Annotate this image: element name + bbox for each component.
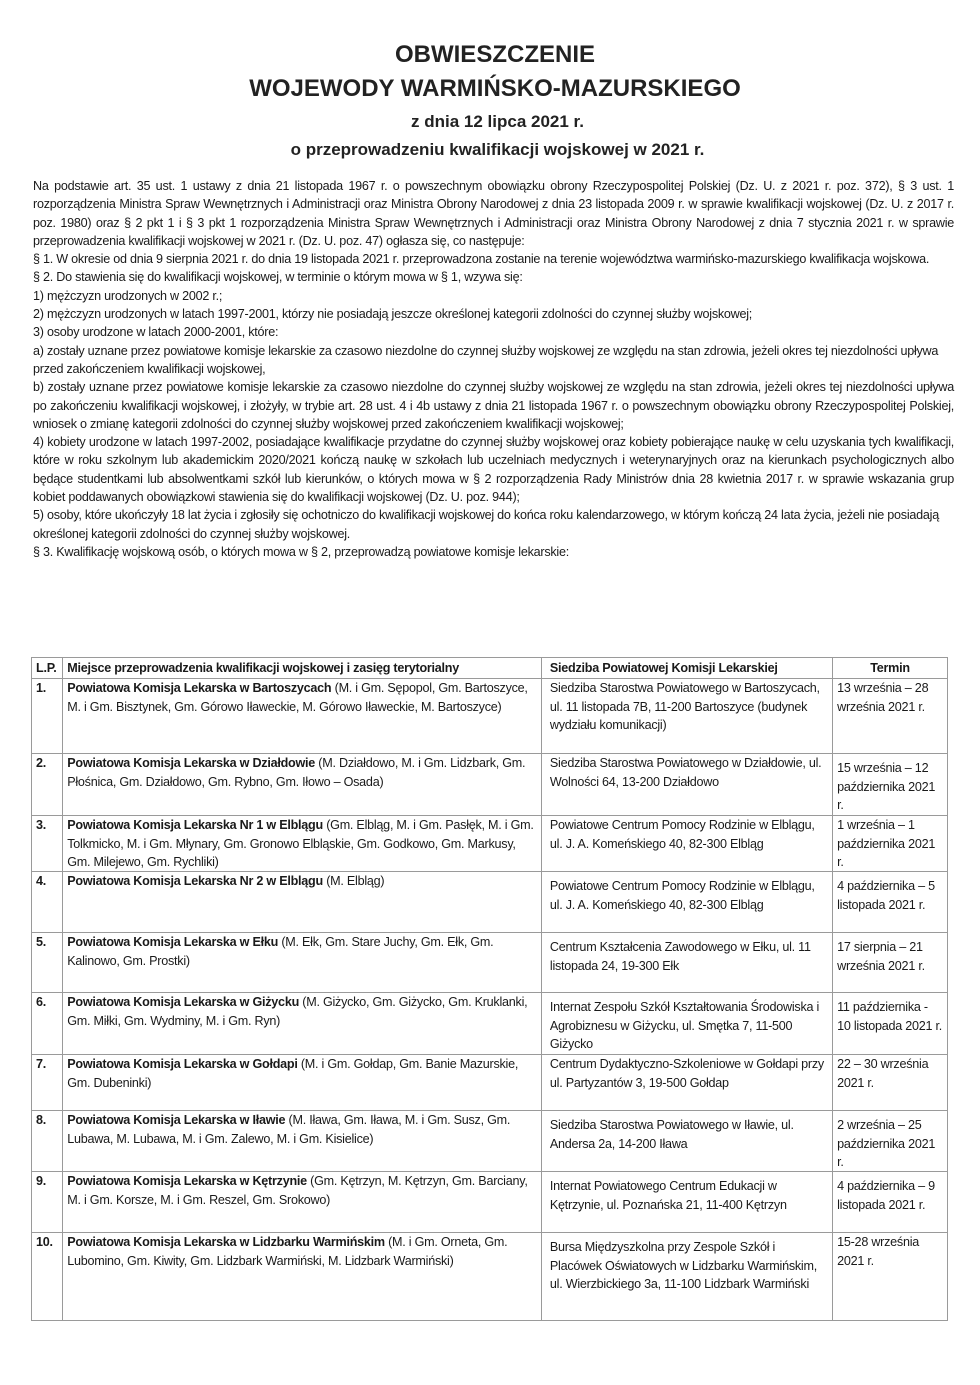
commission-area: (M. i Gm. Orneta, Gm. Lubomino, Gm. Kiwity, Gm. Lidzbark Warmiński, M. Lidzbark Warmiński) [67,1235,508,1268]
commission-name: Powiatowa Komisja Lekarska w Ełku [67,935,279,950]
commission-name: Powiatowa Komisja Lekarska Nr 1 w Elblągu [67,818,323,833]
row-place [63,1055,542,1111]
commission-name: Powiatowa Komisja Lekarska w Lidzbarku Warmińskim [67,1235,385,1250]
row-term: 4 października – 5 listopada 2021 r. [833,872,948,933]
commission-area: (M. Działdowo, M. i Gm. Lidzbark, Gm. Płośnica, Gm. Działdowo, Gm. Rybno, Gm. Iłowo – Osada) [67,756,526,789]
header-lp: L.P. [32,658,63,679]
row-term: 22 – 30 września 2021 r. [833,1055,948,1111]
row-lp: 4. [32,872,63,933]
table-row [32,1172,948,1233]
section-2-intro: § 2. Do stawienia się do kwalifikacji wojskowej, w terminie o którym mowa w § 1, wzywa się: [33,270,523,285]
commission-name: Powiatowa Komisja Lekarska w Iławie [67,1113,286,1128]
row-term: 2 września – 25 października 2021 r. [833,1111,948,1172]
table-row [32,1055,948,1111]
commission-area: (M. Iława, Gm. Iława, M. i Gm. Susz, Gm. Lubawa, M. Lubawa, M. i Gm. Zalewo, M. i Gm. Kisielice) [67,1113,511,1146]
table-row [32,1233,948,1321]
table-row [32,933,948,993]
commission-name: Powiatowa Komisja Lekarska Nr 2 w Elblągu [67,874,323,889]
section-2-item: 2) mężczyzn urodzonych w latach 1997-2001, którzy nie posiadają jeszcze określonej kategorii zdolności do czynnej służby wojskowej; [33,307,753,322]
row-seat: Siedziba Starostwa Powiatowego w Iławie, ul. Andersa 2a, 14-200 Iława [541,1111,832,1172]
row-seat: Centrum Kształcenia Zawodowego w Ełku, ul. 11 listopada 24, 19-300 Ełk [541,933,832,993]
row-term: 13 września – 28 września 2021 r. [833,679,948,754]
row-lp: 2. [32,754,63,816]
row-place [63,754,542,816]
commission-area: (Gm. Elbląg, M. i Gm. Pasłęk, M. i Gm. Tolkmicko, M. i Gm. Młynary, Gm. Gronowo Elbląskie, Gm. Godkowo, Gm. Markusy, Gm. Milejewo, Gm. Rychliki) [67,818,534,869]
section-2-item: a) zostały uznane przez powiatowe komisje lekarskie za czasowo niezdolne do czynnej służby wojskowej ze względu na stan zdrowia, jeżeli okres tej niezdolności upływa przed zakończeniem kwalifikacji wojskowej, [33,343,939,376]
row-lp: 3. [32,816,63,872]
table-row [32,816,948,872]
table-row [32,679,948,754]
row-place [63,1172,542,1233]
commission-area: (M. Giżycko, Gm. Giżycko, Gm. Kruklanki, Gm. Miłki, Gm. Wydminy, M. i Gm. Ryn) [67,995,528,1028]
row-term: 4 października – 9 listopada 2021 r. [833,1172,948,1233]
table-row [32,993,948,1055]
commission-area: (Gm. Kętrzyn, M. Kętrzyn, Gm. Barciany, M. i Gm. Korsze, M. i Gm. Reszel, Gm. Srokowo) [67,1174,528,1207]
table-row [32,754,948,816]
header-seat: Siedziba Powiatowej Komisji Lekarskiej [541,658,832,679]
row-lp: 7. [32,1055,63,1111]
row-seat: Powiatowe Centrum Pomocy Rodzinie w Elblągu, ul. J. A. Komeńskiego 40, 82-300 Elbląg [541,816,832,872]
commission-name: Powiatowa Komisja Lekarska w Działdowie [67,756,316,771]
row-lp: 6. [32,993,63,1055]
commission-area: (M. Elbląg) [326,874,385,889]
section-2-item: 5) osoby, które ukończyły 18 lat życia i zgłosiły się ochotniczo do kwalifikacji wojskowej do końca roku kalendarzowego, w którym kończą 24 lata życia, jeżeli nie posiadają określonej kategorii zdolności do czynnej służby wojskowej. [33,508,939,541]
row-place [63,679,542,754]
row-seat: Internat Powiatowego Centrum Edukacji w Kętrzynie, ul. Poznańska 21, 11-400 Kętrzyn [541,1172,832,1233]
header-term: Termin [833,658,948,679]
row-seat: Siedziba Starostwa Powiatowego w Działdowie, ul. Wolności 64, 13-200 Działdowo [541,754,832,816]
section-2-item: 4) kobiety urodzone w latach 1997-2002, posiadające kwalifikacje przydatne do czynnej służby wojskowej oraz kobiety pobierające naukę w celu uzyskania tych kwalifikacji, które w roku szkolnym lub akademickim 2020/2021 kończą naukę w szkołach lub uczelniach medycznych i weterynaryjnych oraz na kierunkach psychologicznych albo będące studentkami lub absolwentkami szkół lub kierunków, o których mowa w § 2 rozporządzenia Rady Ministrów dnia 28 kwietnia 2017 r. w sprawie wskazania grup kobiet poddawanych obowiązkowi stawienia się do kwalifikacji wojskowej (Dz. U. poz. 944); [33,435,954,505]
section-3-intro: § 3. Kwalifikację wojskową osób, o których mowa w § 2, przeprowadzą powiatowe komisje lekarskie: [33,544,569,559]
section-1-paragraph: § 1. W okresie od dnia 9 sierpnia 2021 r. do dnia 19 listopada 2021 r. przeprowadzona zostanie na terenie województwa warmińsko-mazurskiego kwalifikacja wojskowa. [33,252,930,267]
row-seat: Siedziba Starostwa Powiatowego w Bartoszycach, ul. 11 listopada 7B, 11-200 Bartoszyce (budynek wydziału komunikacji) [541,679,832,754]
title-issuer: WOJEWODY WARMIŃSKO-MAZURSKIEGO [249,75,741,102]
row-term: 11 października - 10 listopada 2021 r. [833,993,948,1055]
document-body [33,177,954,561]
table-header-row [32,658,948,679]
row-term: 17 sierpnia – 21 września 2021 r. [833,933,948,993]
row-lp: 8. [32,1111,63,1172]
row-place [63,1233,542,1321]
title-subject: o przeprowadzeniu kwalifikacji wojskowej w 2021 r. [290,140,705,159]
document-title [0,38,980,164]
row-lp: 9. [32,1172,63,1233]
title-date: z dnia 12 lipca 2021 r. [411,112,584,131]
row-seat: Internat Zespołu Szkół Kształtowania Środowiska i Agrobiznesu w Giżycku, ul. Smętka 7, 11-500 Giżycko [541,993,832,1055]
commission-name: Powiatowa Komisja Lekarska w Gołdapi [67,1057,298,1072]
row-term: 15 września – 12 października 2021 r. [833,754,948,816]
commission-area: (M. i Gm. Sępopol, Gm. Bartoszyce, M. i Gm. Bisztynek, Gm. Górowo Iławeckie, M. Górowo Iławeckie, M. Bartoszyce) [67,681,528,714]
row-lp: 1. [32,679,63,754]
row-place [63,993,542,1055]
row-term: 1 września – 1 października 2021 r. [833,816,948,872]
commission-name: Powiatowa Komisja Lekarska w Kętrzynie [67,1174,307,1189]
commission-name: Powiatowa Komisja Lekarska w Bartoszycach [67,681,332,696]
section-2-item: 1) mężczyzn urodzonych w 2002 r.; [33,288,223,303]
commission-area: (M. i Gm. Gołdap, Gm. Banie Mazurskie, Gm. Dubeninki) [67,1057,519,1090]
row-seat: Bursa Międzyszkolna przy Zespole Szkół i Placówek Oświatowych w Lidzbarku Warmińskim, ul. Wierzbickiego 3a, 11-100 Lidzbark Warmiński [541,1233,832,1321]
row-seat: Powiatowe Centrum Pomocy Rodzinie w Elblągu, ul. J. A. Komeńskiego 40, 82-300 Elbląg [541,872,832,933]
table-row [32,872,948,933]
row-lp: 10. [32,1233,63,1321]
row-place [63,816,542,872]
row-lp: 5. [32,933,63,993]
commissions-table [31,657,948,1321]
commission-area: (M. Ełk, Gm. Stare Juchy, Gm. Ełk, Gm. Kalinowo, Gm. Prostki) [67,935,494,968]
title-notice: OBWIESZCZENIE [394,41,595,68]
row-place [63,933,542,993]
table-row [32,1111,948,1172]
legal-basis-paragraph: Na podstawie art. 35 ust. 1 ustawy z dnia 21 listopada 1967 r. o powszechnym obowiązku obrony Rzeczypospolitej Polskiej (Dz. U. z 2021 r. poz. 372), § 3 ust. 1 rozporządzenia Ministra Spraw Wewnętrznych i Administracji oraz Ministra Obrony Narodowej z dnia 23 listopada 2009 r. w sprawie kwalifikacji wojskowej (Dz. U. z 2017 r. poz. 1980) oraz § 2 pkt 1 i § 3 pkt 1 rozporządzenia Ministra Spraw Wewnętrznych i Administracji oraz Ministra Obrony Narodowej z dnia 7 stycznia 2021 r. w sprawie przeprowadzenia kwalifikacji wojskowej w 2021 r. (Dz. U. poz. 47) ogłasza się, co następuje: [33,179,954,248]
section-2-item: b) zostały uznane przez powiatowe komisje lekarskie za czasowo niezdolne do czynnej służby wojskowej ze względu na stan zdrowia, jeżeli okres tej niezdolności upływa po zakończeniu kwalifikacji wojskowej, i złożyły, w trybie art. 28 ust. 4 i 4b ustawy z dnia 21 listopada 1967 r. o powszechnym obowiązku obrony Rzeczypospolitej Polskiej, wniosek o zmianę kategorii zdolności do czynnej służby wojskowej przed zakończeniem kwalifikacji wojskowej; [33,380,954,431]
section-2-item: 3) osoby urodzone w latach 2000-2001, które: [33,325,279,340]
header-place: Miejsce przeprowadzenia kwalifikacji wojskowej i zasięg terytorialny [63,658,542,679]
row-place [63,1111,542,1172]
row-term: 15-28 września 2021 r. [833,1233,948,1321]
row-place [63,872,542,933]
commission-name: Powiatowa Komisja Lekarska w Giżycku [67,995,300,1010]
row-seat: Centrum Dydaktyczno-Szkoleniowe w Gołdapi przy ul. Partyzantów 3, 19-500 Gołdap [541,1055,832,1111]
